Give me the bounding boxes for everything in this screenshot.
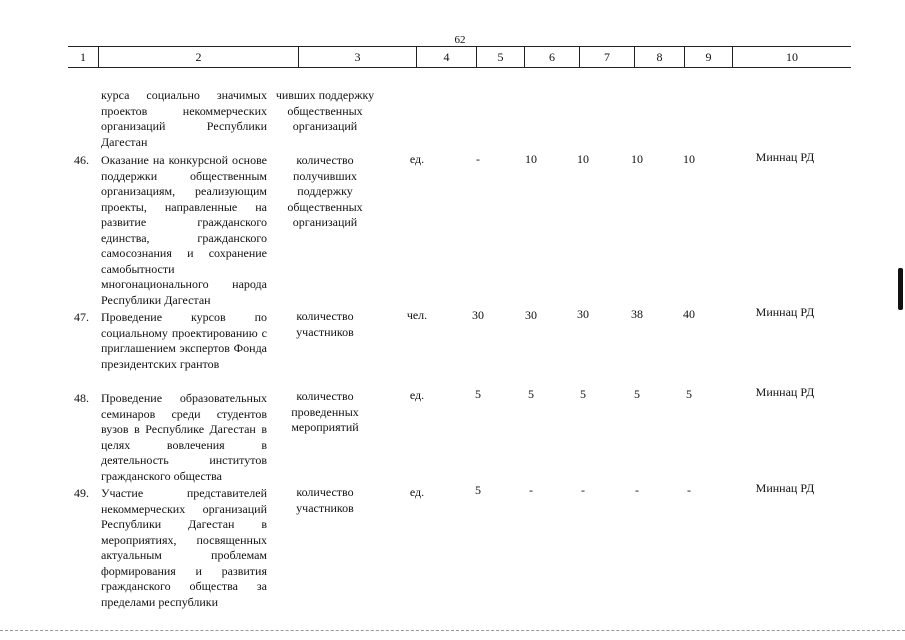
- row-value-5: 30: [472, 308, 484, 322]
- row-description: Проведение образовательных семинаров среди студентов вузов в Республике Дагестан в целях вовлечения в деятельность институтов гражданского общества: [101, 391, 267, 483]
- header-col-8: 8: [634, 47, 684, 67]
- row-value-6: 30: [525, 308, 537, 322]
- row-value-7: 5: [580, 387, 586, 401]
- row-indicator: чивших поддержку общественных организаций: [275, 88, 375, 133]
- header-col-7: 7: [579, 47, 634, 67]
- row-unit: ед.: [409, 388, 425, 402]
- row-indicator: количество проведенных мероприятий: [291, 389, 359, 434]
- row-indicator: количество участников: [296, 309, 354, 339]
- row-executor: Миннац РД: [755, 305, 815, 319]
- page-number: 62: [454, 34, 466, 46]
- header-col-9: 9: [684, 47, 732, 67]
- row-value-5: 5: [475, 387, 481, 401]
- row-value-5: 5: [475, 483, 481, 497]
- bottom-scan-line: [0, 630, 905, 631]
- row-value-6: 5: [528, 387, 534, 401]
- row-value-9: 5: [686, 387, 692, 401]
- header-col-2: 2: [98, 47, 298, 67]
- row-number: 46.: [74, 153, 89, 167]
- row-value-8: 10: [631, 152, 643, 166]
- header-col-3: 3: [298, 47, 416, 67]
- row-description: курса социально значимых проектов некоммерческих организаций Республики Дагестан: [101, 88, 267, 149]
- row-unit: ед.: [409, 152, 425, 166]
- header-col-10: 10: [732, 47, 851, 67]
- header-col-4: 4: [416, 47, 476, 67]
- row-description: Оказание на конкурсной основе поддержки общественным организациям, реализующим проекты, направленные на развитие гражданского единства, гражданского самосознания и сохранение самобытности многонационального народа Республики Дагестан: [101, 153, 267, 307]
- row-value-7: 10: [577, 152, 589, 166]
- row-value-6: 10: [525, 152, 537, 166]
- header-col-5: 5: [476, 47, 524, 67]
- row-indicator: количество получивших поддержку общественных организаций: [287, 153, 363, 229]
- row-value-7: 30: [577, 307, 589, 321]
- row-value-9: -: [687, 483, 691, 497]
- header-col-6: 6: [524, 47, 579, 67]
- row-description: Участие представителей некоммерческих организаций Республики Дагестан в мероприятиях, посвященных актуальным проблемам формирования и развития гражданского общества за пределами республики: [101, 486, 267, 609]
- row-value-9: 40: [683, 307, 695, 321]
- row-executor: Миннац РД: [755, 150, 815, 164]
- header-col-1: 1: [80, 50, 86, 64]
- row-value-5: -: [476, 152, 480, 166]
- row-number: 47.: [74, 310, 89, 324]
- table-header: [68, 46, 851, 68]
- row-value-8: 5: [634, 387, 640, 401]
- row-value-8: -: [635, 483, 639, 497]
- row-unit: ед.: [409, 485, 425, 499]
- row-value-7: -: [581, 483, 585, 497]
- row-executor: Миннац РД: [755, 481, 815, 495]
- row-number: 48.: [74, 391, 89, 405]
- row-description: Проведение курсов по социальному проектированию с приглашением экспертов Фонда президентских грантов: [101, 310, 267, 371]
- row-value-9: 10: [683, 152, 695, 166]
- row-value-8: 38: [631, 307, 643, 321]
- row-unit: чел.: [406, 308, 428, 322]
- row-indicator: количество участников: [296, 485, 354, 515]
- row-executor: Миннац РД: [755, 385, 815, 399]
- row-value-6: -: [529, 483, 533, 497]
- scan-edge-mark: [898, 268, 903, 310]
- row-number: 49.: [74, 486, 89, 500]
